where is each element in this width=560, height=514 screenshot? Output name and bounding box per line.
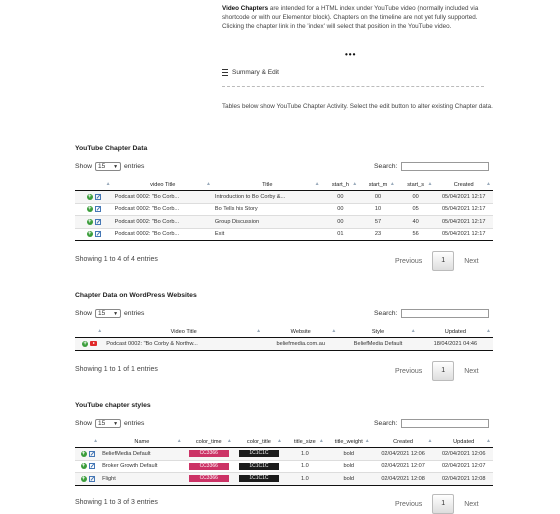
t1-pagination: [395, 251, 479, 271]
add-icon[interactable]: +: [81, 463, 86, 469]
chevron-down-icon: ▼: [113, 310, 119, 317]
cell-created: 05/04/2021 12:17: [434, 191, 493, 204]
intro-paragraph: [222, 4, 492, 32]
t1-length: [75, 162, 144, 171]
cell-title: Bo Tells his Story: [213, 203, 322, 216]
column-header[interactable]: Video Title ▲: [104, 326, 263, 338]
sort-icon: ▲: [427, 181, 433, 187]
add-icon[interactable]: +: [83, 340, 87, 347]
sort-icon: ▲: [389, 181, 395, 187]
cell-created: 02/04/2021 12:08: [372, 473, 435, 486]
row-actions: [75, 216, 113, 229]
edit-icon[interactable]: [89, 463, 95, 469]
column-header[interactable]: Website ▲: [263, 326, 338, 338]
add-icon[interactable]: +: [81, 450, 86, 457]
column-header[interactable]: Name ▲: [100, 436, 184, 448]
sort-icon: ▲: [318, 438, 324, 444]
table-row: [75, 338, 493, 351]
next-button[interactable]: Next: [464, 257, 479, 265]
cell-video: Podcast 0002: "Bo Corb...: [113, 216, 213, 229]
youtube-icon: [90, 341, 97, 346]
tables-description: Tables below show YouTube Chapter Activity. Select the edit button to alter existing Chapter data.: [222, 103, 493, 110]
previous-button[interactable]: Previous: [395, 500, 423, 508]
next-button[interactable]: Next: [464, 500, 479, 508]
sort-icon: ▲: [410, 328, 416, 334]
cell-updated: 02/04/2021 12:07: [434, 460, 493, 473]
column-header[interactable]: color_time ▲: [184, 436, 234, 448]
row-actions: [75, 448, 100, 461]
edit-icon[interactable]: [95, 219, 101, 225]
t2-table: [75, 326, 493, 351]
menu-icon: [222, 69, 228, 76]
color-swatch: CC3366: [189, 463, 229, 470]
divider: [222, 86, 484, 87]
cell-title: Group Discussion: [213, 216, 322, 229]
column-header[interactable]: Style ▲: [338, 326, 417, 338]
cell-h: 01: [322, 228, 360, 241]
cell-created: 05/04/2021 12:17: [434, 228, 493, 241]
search-label: Search:: [374, 310, 398, 317]
cell-m: 57: [359, 216, 397, 229]
cell-ctl: [234, 448, 284, 461]
add-icon[interactable]: +: [88, 206, 92, 212]
show-label: Show: [75, 310, 93, 317]
t1-page-size-select[interactable]: [95, 162, 121, 171]
t3-page-size-select[interactable]: [95, 419, 121, 428]
sort-icon: ▲: [486, 328, 491, 334]
previous-button[interactable]: Previous: [395, 367, 423, 375]
add-icon[interactable]: +: [88, 193, 92, 200]
sort-icon: ▲: [176, 438, 182, 444]
chevron-down-icon: ▼: [113, 420, 119, 427]
t1-search: [374, 162, 489, 171]
edit-icon[interactable]: [89, 451, 95, 457]
table-row: [75, 191, 493, 204]
intro-bold: Video Chapters: [222, 5, 269, 12]
cell-name: Flight: [100, 473, 184, 486]
page-size-value: 15: [98, 420, 106, 427]
column-header[interactable]: [75, 326, 104, 338]
cell-size: 1.0: [284, 460, 326, 473]
column-header[interactable]: Updated ▲: [434, 436, 493, 448]
edit-icon[interactable]: [95, 231, 101, 237]
cell-title: Introduction to Bo Corby &...: [213, 191, 322, 204]
cell-name: Broker Growth Default: [100, 460, 184, 473]
color-swatch: 1C1C1C: [239, 450, 279, 457]
sort-icon: ▲: [364, 438, 370, 444]
row-actions: [75, 191, 113, 204]
column-header[interactable]: title_weight ▲: [326, 436, 372, 448]
cell-name: BeliefMedia Default: [100, 448, 184, 461]
sort-icon: ▲: [226, 438, 232, 444]
sort-icon: ▲: [97, 328, 103, 334]
cell-video: Podcast 0002: "Bo Corb...: [113, 203, 213, 216]
add-icon[interactable]: +: [88, 218, 92, 225]
sort-icon: ▲: [331, 328, 337, 334]
next-button[interactable]: Next: [464, 367, 479, 375]
cell-created: 05/04/2021 12:17: [434, 216, 493, 229]
t1-title: YouTube Chapter Data: [75, 145, 148, 152]
cell-weight: bold: [326, 473, 372, 486]
summary-label: Summary & Edit: [232, 69, 279, 76]
color-swatch: 1C1C1C: [239, 463, 279, 470]
search-label: Search:: [374, 163, 398, 170]
t2-search-input[interactable]: [401, 309, 489, 318]
cell-weight: bold: [326, 460, 372, 473]
entries-label: entries: [124, 420, 145, 427]
table-row: [75, 216, 493, 229]
table-row: [75, 203, 493, 216]
cell-ct: [184, 448, 234, 461]
cell-updated: 02/04/2021 12:08: [434, 473, 493, 486]
t3-table: [75, 436, 493, 486]
page-1-button[interactable]: 1: [432, 494, 454, 514]
sort-icon: ▲: [256, 328, 262, 334]
cell-size: 1.0: [284, 473, 326, 486]
column-header[interactable]: [75, 436, 100, 448]
table-row: [75, 460, 493, 473]
t3-search: [374, 419, 489, 428]
entries-label: entries: [124, 163, 145, 170]
cell-m: 00: [359, 191, 397, 204]
row-actions: [75, 473, 100, 486]
cell-updated: 02/04/2021 12:06: [434, 448, 493, 461]
sort-icon: ▲: [486, 438, 491, 444]
cell-m: 23: [359, 228, 397, 241]
cell-ctl: [234, 460, 284, 473]
column-header[interactable]: start_h ▲: [322, 179, 360, 191]
cell-updated: 18/04/2021 04:46: [418, 338, 493, 351]
cell-ctl: [234, 473, 284, 486]
column-header[interactable]: color_title ▲: [234, 436, 284, 448]
cell-video: Podcast 0002: "Bo Corb...: [113, 228, 213, 241]
entries-label: entries: [124, 310, 145, 317]
cell-h: 00: [322, 216, 360, 229]
edit-icon[interactable]: [95, 194, 101, 200]
sort-icon: ▲: [486, 181, 491, 187]
column-header[interactable]: Title ▲: [213, 179, 322, 191]
sort-icon: ▲: [105, 181, 111, 187]
column-header[interactable]: Created ▲: [372, 436, 435, 448]
cell-h: 00: [322, 191, 360, 204]
sort-icon: ▲: [427, 438, 433, 444]
summary-edit-link[interactable]: [222, 69, 279, 76]
row-actions: [75, 460, 100, 473]
row-actions: [75, 203, 113, 216]
color-swatch: CC3366: [189, 450, 229, 457]
column-header[interactable]: Created ▲: [434, 179, 493, 191]
chevron-down-icon: ▼: [113, 163, 119, 170]
t2-pagination: [395, 361, 479, 381]
cell-s: 05: [397, 203, 435, 216]
cell-style: BeliefMedia Default: [338, 338, 417, 351]
sort-icon: ▲: [352, 181, 358, 187]
t2-page-size-select[interactable]: [95, 309, 121, 318]
column-header[interactable]: [75, 179, 113, 191]
edit-icon[interactable]: [89, 476, 95, 482]
intro-text: are intended for a HTML index under YouTube video (normally included via shortcode or with our Elementor block). Chapters on the timeline are not yet fully supported. Clicking the chapter link in the 'index' will select that position in the YouTube video.: [222, 5, 479, 31]
cell-created: 05/04/2021 12:17: [434, 203, 493, 216]
table-row: [75, 473, 493, 486]
cell-s: 56: [397, 228, 435, 241]
t3-info: Showing 1 to 3 of 3 entries: [75, 499, 158, 506]
page-1-button[interactable]: 1: [432, 251, 454, 271]
show-label: Show: [75, 420, 93, 427]
sort-icon: ▲: [277, 438, 282, 444]
t2-search: [374, 309, 489, 318]
t1-info: Showing 1 to 4 of 4 entries: [75, 256, 158, 263]
cell-video: Podcast 0002: "Bo Corby & Northw...: [104, 338, 263, 351]
cell-size: 1.0: [284, 448, 326, 461]
cell-video: Podcast 0002: "Bo Corb...: [113, 191, 213, 204]
t2-title: Chapter Data on WordPress Websites: [75, 292, 197, 299]
page-size-value: 15: [98, 310, 106, 317]
cell-s: 00: [397, 191, 435, 204]
column-header[interactable]: title_size ▲: [284, 436, 326, 448]
row-actions: [75, 338, 104, 351]
t1-search-input[interactable]: [401, 162, 489, 171]
cell-created: 02/04/2021 12:07: [372, 460, 435, 473]
page-1-button[interactable]: 1: [432, 361, 454, 381]
t2-length: [75, 309, 144, 318]
cell-h: 00: [322, 203, 360, 216]
column-header[interactable]: start_s ▲: [397, 179, 435, 191]
sort-icon: ▲: [205, 181, 211, 187]
t3-search-input[interactable]: [401, 419, 489, 428]
cell-title: Exit: [213, 228, 322, 241]
cell-m: 10: [359, 203, 397, 216]
edit-icon[interactable]: [95, 206, 101, 212]
cell-created: 02/04/2021 12:06: [372, 448, 435, 461]
sort-icon: ▲: [314, 181, 320, 187]
show-label: Show: [75, 163, 93, 170]
add-icon[interactable]: +: [81, 475, 86, 482]
color-swatch: CC3366: [189, 475, 229, 482]
color-swatch: 1C1C1C: [239, 475, 279, 482]
previous-button[interactable]: Previous: [395, 257, 423, 265]
page-size-value: 15: [98, 163, 106, 170]
dots-separator: •••: [345, 50, 357, 59]
cell-s: 40: [397, 216, 435, 229]
row-actions: [75, 228, 113, 241]
add-icon[interactable]: +: [88, 231, 92, 237]
table-row: [75, 228, 493, 241]
column-header[interactable]: video Title ▲: [113, 179, 213, 191]
t3-length: [75, 419, 144, 428]
column-header[interactable]: Updated ▲: [418, 326, 493, 338]
t1-table: [75, 179, 493, 241]
search-label: Search:: [374, 420, 398, 427]
table-row: [75, 448, 493, 461]
cell-website: beliefmedia.com.au: [263, 338, 338, 351]
cell-ct: [184, 473, 234, 486]
cell-weight: bold: [326, 448, 372, 461]
cell-ct: [184, 460, 234, 473]
sort-icon: ▲: [93, 438, 99, 444]
t3-pagination: [395, 494, 479, 514]
t2-info: Showing 1 to 1 of 1 entries: [75, 366, 158, 373]
t3-title: YouTube chapter styles: [75, 402, 151, 409]
column-header[interactable]: start_m ▲: [359, 179, 397, 191]
